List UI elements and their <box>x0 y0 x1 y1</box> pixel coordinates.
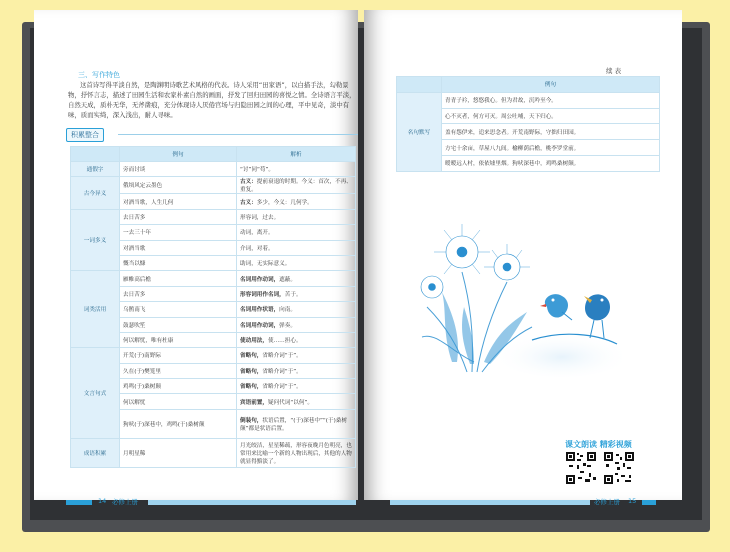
example-cell: 乌鹊南飞 <box>120 302 237 317</box>
example-cell: 俄顷风定云墨色 <box>120 177 237 194</box>
qr-title: 课文朗读 精彩视频 <box>565 440 632 449</box>
table-header-blank <box>397 77 442 93</box>
table-header-analysis: 解析 <box>237 147 356 162</box>
footer-bar-left <box>66 500 92 505</box>
table-row <box>71 438 356 467</box>
footer-line-right <box>390 500 590 505</box>
example-cell: 一去三十年 <box>120 225 237 240</box>
category-cell: 通假字 <box>71 162 120 177</box>
accumulation-table <box>70 146 356 468</box>
category-cell: 一词多义 <box>71 209 120 271</box>
continued-label: 续 表 <box>606 67 622 75</box>
example-cell: 暧暧远人村，依依墟里烟。狗吠深巷中，鸡鸣桑树颠。 <box>442 155 660 171</box>
example-cell: 月明星稀 <box>120 438 237 467</box>
example-cell: 盖有怨伊来，追来思念者。开荒南野际，守拙归田园。 <box>442 124 660 140</box>
table-header-blank <box>71 147 120 162</box>
table-row <box>71 162 356 177</box>
example-cell: 何以解忧 <box>120 394 237 409</box>
category-cell: 名句默写 <box>397 92 442 171</box>
example-cell: 开荒(于)南野际 <box>120 348 237 363</box>
qr-code-reading[interactable] <box>565 451 597 485</box>
table-row <box>71 348 356 363</box>
analysis-cell: 使动用法，使……担心。 <box>237 332 356 347</box>
analysis-cell: 动词，离开。 <box>237 225 356 240</box>
example-cell: 鼓瑟吹笙 <box>120 317 237 332</box>
example-cell: 狗吠(于)深巷中，鸡鸣(于)桑树颠 <box>120 409 237 438</box>
book-label-right: 必修上册 <box>594 498 620 506</box>
analysis-cell: 古义：提前衰退的时期。今义：首次，不再、重复。 <box>237 177 356 194</box>
table-row <box>397 92 660 108</box>
example-cell: 久在(于)樊笼里 <box>120 363 237 378</box>
example-cell: 旁而讨谈 <box>120 162 237 177</box>
example-cell: 青青子衿，悠悠我心。但为君故，沉吟至今。 <box>442 92 660 108</box>
example-cell: 对酒当歌 <box>120 240 237 255</box>
example-cell: 慨当以慷 <box>120 255 237 270</box>
table-row <box>71 271 356 286</box>
example-cell: 去日苦多 <box>120 286 237 301</box>
section-heading: 积累整合 <box>66 128 104 142</box>
analysis-cell: 省略句，省略介词“于”。 <box>237 363 356 378</box>
analysis-cell: 形容词，过去。 <box>237 209 356 224</box>
category-cell: 古今异义 <box>71 177 120 209</box>
example-cell: 雁帷高后檐 <box>120 271 237 286</box>
analysis-cell: 省略句，省略介词“于”。 <box>237 348 356 363</box>
example-cell: 对酒当歌，人生几何 <box>120 194 237 209</box>
example-cell: 鸡鸣(于)桑树颠 <box>120 379 237 394</box>
book-label-left: 必修上册 <box>112 498 138 506</box>
analysis-cell: 倒装句，状语后置，“(于)深巷中”“(于)桑树颠”都是状语后置。 <box>237 409 356 438</box>
category-cell: 成语积累 <box>71 438 120 467</box>
analysis-cell: 形容词用作名词，苦于。 <box>237 286 356 301</box>
heading-rule <box>118 134 358 135</box>
example-cell: 方宅十余亩，草屋八九间。榆柳荫后檐，桃李罗堂前。 <box>442 140 660 156</box>
analysis-cell: 古义：多少，今义：几何学。 <box>237 194 356 209</box>
category-cell: 文言句式 <box>71 348 120 439</box>
analysis-cell: 省略句，省略介词“于”。 <box>237 379 356 394</box>
table-row <box>71 177 356 194</box>
analysis-cell: 月光皎洁，星星稀疏，形容夜晚月色明亮，也常用来比喻一个新的人物出现后，其他的人物就显得黯淡了。 <box>237 438 356 467</box>
analysis-cell: 助词，无实际意义。 <box>237 255 356 270</box>
page-number-right: 15 <box>628 497 637 505</box>
writing-feature-paragraph: 这首诗写得平淡自然，是陶渊明诗歌艺术风格的代表。诗人采用“田家语”，以白描手法，勾勒景物，抒怀言志，描述了田园生活和农家朴素自然的画面，抒发了回归田园的喜悦之情。全诗语言平淡，自然天成，质朴无华，无斧凿痕，充分体现诗人厌倦官场与归隐田园之间的心理，平中见奇，淡中有味，质而实绮，深入浅出，耐人寻味。 <box>68 81 356 119</box>
table-row <box>71 209 356 224</box>
page-number-left: 14 <box>98 497 107 505</box>
famous-lines-table <box>396 76 660 172</box>
analysis-cell: 名词用作动词，弹奏。 <box>237 317 356 332</box>
section-title: 三、写作特色 <box>78 71 120 79</box>
analysis-cell: 宾语前置，疑问代词“以何”。 <box>237 394 356 409</box>
footer-line-left <box>148 500 356 505</box>
example-cell: 去日苦多 <box>120 209 237 224</box>
bird-icon <box>540 294 572 320</box>
flower-bird-painting <box>412 212 622 382</box>
example-cell: 何以解忧，唯有杜康 <box>120 332 237 347</box>
table-header-example: 例句 <box>442 77 660 93</box>
qr-code-video[interactable] <box>603 451 635 485</box>
analysis-cell: 介词，对着。 <box>237 240 356 255</box>
analysis-cell: 名词用作动词，遮蔽。 <box>237 271 356 286</box>
analysis-cell: “讨”同“苟”。 <box>237 162 356 177</box>
category-cell: 词类活用 <box>71 271 120 348</box>
footer-bar-right <box>642 500 656 505</box>
analysis-cell: 名词用作状语，向南。 <box>237 302 356 317</box>
example-cell: 心不灭者，何方可灭。周公吐哺，天下归心。 <box>442 108 660 124</box>
table-header-example: 例句 <box>120 147 237 162</box>
